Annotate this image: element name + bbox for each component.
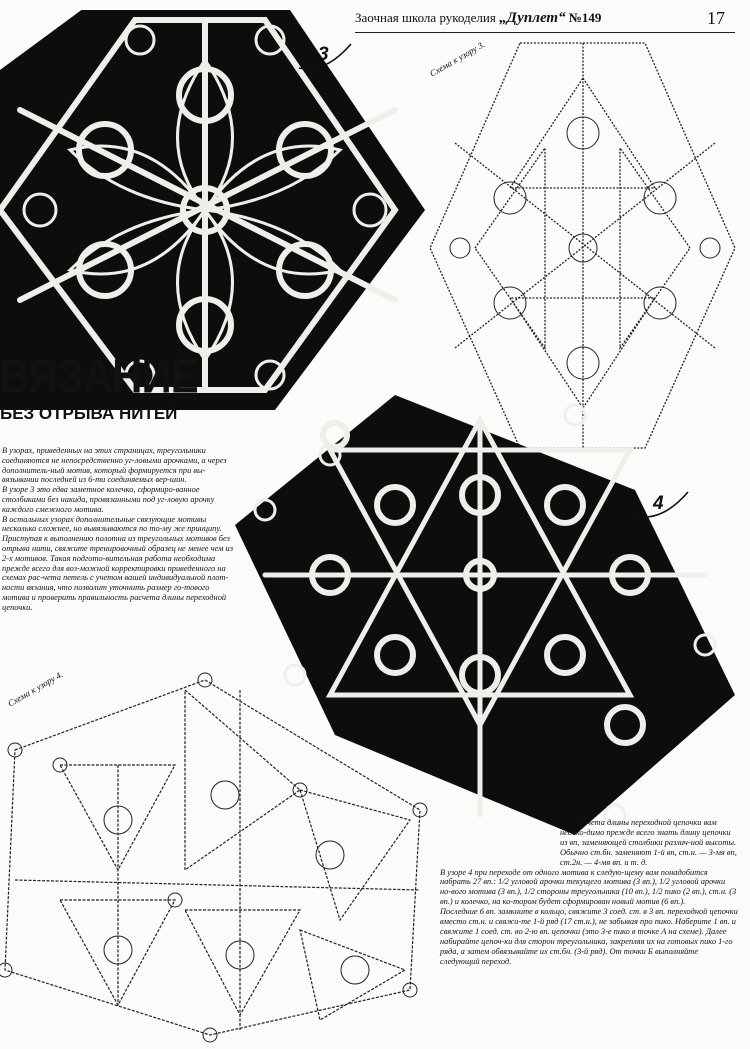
body-left-paragraph: Приступая к выполнению полотна из треугольных мотивов без отрыва нити, свяжите тренировочный образец не менее чем из 2-х мотивов. Такая подгото-вительная работа необходима прежде всего для воз-можной корректировки приведенного на схемах рас-чета петель с учетом вашей индивидуальной плот-ности вязания, что позволит уточнить размер го-тового мотива и проверить правильность расчета длины переходной цепочки. — [2, 534, 233, 612]
header-issue: №149 — [568, 10, 602, 25]
body-right-paragraph: Для расчета длины переходной цепочки вам необхо-димо прежде всего знать длину цепочки из вп, заменяющей столбики различ-ной высоты. Обычно ст.бн. заменяют 1-й вп, ст.н. — 3-мя вп, ст.2н. — 4-мя вп. и т. д. — [560, 818, 737, 867]
pattern3-number: 3 — [318, 44, 329, 65]
pattern3-number-swoosh — [295, 40, 355, 74]
body-left-paragraph: В узоре 3 это едва заметное колечко, сформиро-ванное столбиками без накида, провязанными под уг-ловую арочку каждого смежного мотива. — [2, 485, 215, 514]
pattern4-number-swoosh — [632, 488, 692, 522]
page-number: 17 — [707, 8, 725, 28]
pattern3-scheme-label: Схема к узору 3. — [428, 39, 487, 79]
body-left-text — [2, 446, 238, 613]
pattern4-scheme — [0, 670, 440, 1045]
pattern4-scheme-label: Схема к узору 4. — [6, 669, 65, 709]
section-subtitle: БЕЗ ОТРЫВА НИТЕЙ — [0, 404, 178, 423]
body-left-paragraph: В узорах, приведенных на этих страницах, треугольники соединяются не непосредственно уг-ловыми арочками, а через дополнитель-ный мотив, который формируется при вы-вязывании последней из 6-ти соединяемых вер-шин. — [2, 446, 227, 485]
pattern4-number: 4 — [653, 493, 664, 514]
header-brand: „Дуплет“ — [499, 10, 566, 26]
body-left-paragraph: В остальных узорах дополнительные связующие мотивы несколько сложнее, но вывязываются по то-му же принципу. — [2, 514, 222, 534]
header-school: Заочная школа рукоделия — [355, 10, 496, 25]
body-right-paragraph: В узоре 4 при переходе от одного мотива к следую-щему вам понадобится набрать 27 вп.: 1/2 угловой арочки текущего мотива (3 вп.), 1/2 угловой арочки но-вого мотива (3 вп.), 1/2 стороны треугольника (10 вп.), 1/2 пико (2 вп.), ст.н. (3 вп.) и колечко, на ко-тором будет сформирован новый мотив (6 вп.). — [440, 867, 737, 907]
body-right-paragraph: Последние 6 вп. замкните в кольцо, свяжите 3 соед. ст. в 3 вп. переходной цепочки вместо ст.н. и свяжи-те 1-й ряд (17 ст.н.), не забывая про пико. Наберите 1 вп. и свяжите 1 соед. ст. во 2-ю вп. цепочки (это 3-е пико в точке А на схеме). Далее набирайте цепоч-ки для сторон треугольника, закрепляя их на готовых пико 1-го ряда, а затем обвязывайте их ст.бн. (3-й ряд). От точки Б выполняйте следующий переход. — [440, 907, 738, 966]
body-right-text — [440, 818, 738, 967]
section-title: ВЯЗАНИЕ — [0, 348, 198, 403]
